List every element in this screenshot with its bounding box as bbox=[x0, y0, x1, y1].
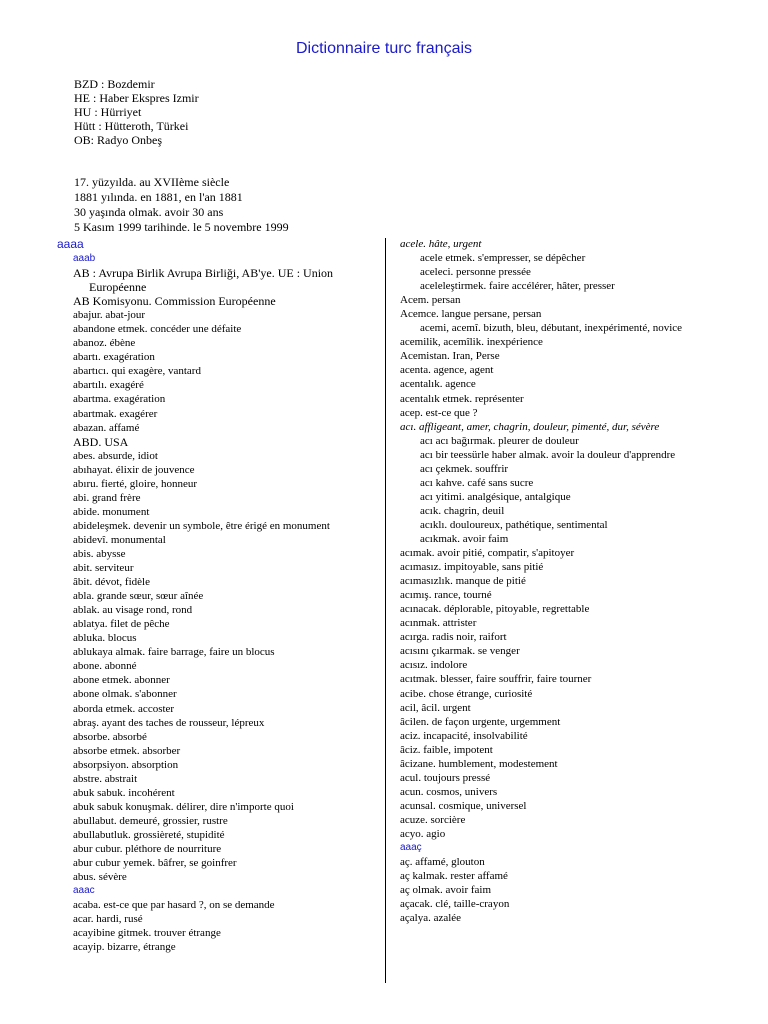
entry: ablukaya almak. faire barrage, faire un blocus bbox=[73, 646, 275, 659]
right-column bbox=[400, 237, 700, 925]
entry: ABD. USA bbox=[73, 434, 129, 449]
entry: absorbe etmek. absorber bbox=[73, 744, 181, 757]
entry: abajur. abat-jour bbox=[73, 309, 146, 322]
entry: acımış. rance, tourné bbox=[400, 589, 492, 602]
entry: abartılı. exagéré bbox=[73, 379, 144, 392]
entry: acınmak. attrister bbox=[400, 617, 477, 630]
entry: abes. absurde, idiot bbox=[73, 449, 158, 462]
entry: ablak. au visage rond, rond bbox=[73, 604, 193, 617]
entry: abstre. abstrait bbox=[73, 772, 138, 785]
entry: âcilen. de façon urgente, urgemment bbox=[400, 715, 561, 728]
date-example: 1881 yılında. en 1881, en l'an 1881 bbox=[74, 190, 243, 204]
entry: acunsal. cosmique, universel bbox=[400, 799, 527, 812]
abbreviation-item: BZD : Bozdemir bbox=[74, 77, 155, 91]
entry: abur cubur. pléthore de nourriture bbox=[73, 842, 222, 855]
entry: AB : Avrupa Birlik Avrupa Birliği, AB'ye. UE : Union Européenne bbox=[73, 266, 334, 295]
entry: acısız. indolore bbox=[400, 659, 468, 672]
entry: abuk sabuk konuşmak. délirer, dire n'importe quoi bbox=[73, 800, 294, 813]
entry: abanoz. ébène bbox=[73, 337, 136, 350]
entry: acuze. sorcière bbox=[400, 813, 466, 826]
entry: aç kalmak. rester affamé bbox=[400, 870, 508, 883]
entry: abla. grande sœur, sœur aînée bbox=[73, 590, 204, 603]
abbreviation-item: HE : Haber Ekspres Izmir bbox=[74, 91, 199, 105]
entry: acıklı. douloureux, pathétique, sentimental bbox=[420, 518, 608, 531]
entry: Acem. persan bbox=[400, 294, 461, 307]
entry: acibe. chose étrange, curiosité bbox=[400, 687, 533, 700]
entry: acınacak. déplorable, pitoyable, regrettable bbox=[400, 603, 590, 616]
entry: abartı. exagération bbox=[73, 351, 155, 364]
entry: acul. toujours pressé bbox=[400, 771, 491, 784]
entry: acyo. agio bbox=[400, 827, 446, 840]
entry: abluka. blocus bbox=[73, 632, 137, 645]
entry: âcizane. humblement, modestement bbox=[400, 757, 558, 770]
date-example: 30 yaşında olmak. avoir 30 ans bbox=[74, 205, 224, 219]
entry: acenta. agence, agent bbox=[400, 364, 494, 377]
column-divider bbox=[385, 238, 386, 983]
entry: abraş. ayant des taches de rousseur, lépreux bbox=[73, 716, 265, 729]
entry: abuk sabuk. incohérent bbox=[73, 786, 175, 799]
entry: abone. abonné bbox=[73, 660, 137, 673]
entry: acentalık etmek. représenter bbox=[400, 392, 524, 405]
entry: ablatya. filet de pêche bbox=[73, 618, 170, 631]
abbreviation-item: HU : Hürriyet bbox=[74, 105, 142, 119]
entry: abazan. affamé bbox=[73, 421, 140, 434]
entry: acı. affligeant, amer, chagrin, douleur, pimenté, dur, sévère bbox=[400, 420, 660, 433]
entry: abis. abysse bbox=[73, 547, 126, 560]
entry: aborda etmek. accoster bbox=[73, 702, 175, 715]
entry: abideleşmek. devenir un symbole, être érigé en monument bbox=[73, 519, 330, 532]
entry: acentalık. agence bbox=[400, 378, 476, 391]
entry: abartmak. exagérer bbox=[73, 407, 158, 420]
entry: acı bir teessürle haber almak. avoir la douleur d'apprendre bbox=[420, 448, 676, 461]
entry: abıhayat. élixir de jouvence bbox=[73, 463, 195, 476]
entry: abartıcı. qui exagère, vantard bbox=[73, 365, 201, 378]
entry: abıru. fierté, gloire, honneur bbox=[73, 477, 198, 490]
entry: aciz. incapacité, insolvabilité bbox=[400, 729, 528, 742]
entry: abidevî. monumental bbox=[73, 533, 166, 546]
abbreviation-list bbox=[74, 77, 199, 147]
entry: Acemce. langue persane, persan bbox=[400, 308, 542, 321]
entry: absorbe. absorbé bbox=[73, 730, 147, 743]
entry: acemilik, acemîlik. inexpérience bbox=[400, 336, 543, 349]
entry: abone etmek. abonner bbox=[73, 674, 170, 687]
entry: acık. chagrin, deuil bbox=[420, 504, 505, 517]
section-heading: aaaa bbox=[57, 237, 84, 251]
entry: âciz. faible, impotent bbox=[400, 743, 493, 756]
entry: acı acı bağırmak. pleurer de douleur bbox=[420, 434, 579, 447]
entry: acun. cosmos, univers bbox=[400, 785, 498, 798]
entry: acaba. est-ce que par hasard ?, on se demande bbox=[73, 899, 275, 912]
entry: acele etmek. s'empresser, se dépêcher bbox=[420, 252, 586, 265]
date-example: 17. yüzyılda. au XVIIème siècle bbox=[74, 175, 230, 189]
entry: acar. hardi, rusé bbox=[73, 913, 143, 926]
entry: aceleleştirmek. faire accélérer, hâter, presser bbox=[420, 280, 615, 293]
entry: AB Komisyonu. Commission Européenne bbox=[73, 294, 276, 309]
entry: acımasız. impitoyable, sans pitié bbox=[400, 561, 544, 574]
entry: acımak. avoir pitié, compatir, s'apitoyer bbox=[400, 547, 575, 560]
entry: acıkmak. avoir faim bbox=[420, 532, 509, 545]
entry: Acemistan. Iran, Perse bbox=[400, 350, 500, 363]
entry: abullabutluk. grossièreté, stupidité bbox=[73, 828, 225, 841]
abbreviation-item: Hütt : Hütteroth, Türkei bbox=[74, 119, 189, 133]
entry: abit. serviteur bbox=[73, 562, 134, 575]
entry: acele. hâte, urgent bbox=[400, 238, 482, 250]
entry: acep. est-ce que ? bbox=[400, 406, 478, 419]
entry: abi. grand frère bbox=[73, 491, 141, 504]
entry: acı çekmek. souffrir bbox=[420, 462, 509, 475]
date-example: 5 Kasım 1999 tarihinde. le 5 novembre 1999 bbox=[74, 220, 289, 234]
entry: abone olmak. s'abonner bbox=[73, 688, 177, 701]
entry: acayibine gitmek. trouver étrange bbox=[73, 927, 221, 940]
subsection-heading: aaac bbox=[73, 885, 95, 897]
entry: acırga. radis noir, raifort bbox=[400, 631, 507, 644]
entry: abartma. exagération bbox=[73, 393, 166, 406]
entry: açalya. azalée bbox=[400, 912, 462, 925]
entry: aç olmak. avoir faim bbox=[400, 884, 492, 897]
entry: acımasızlık. manque de pitié bbox=[400, 575, 526, 588]
entry: aç. affamé, glouton bbox=[400, 856, 485, 869]
entry: abide. monument bbox=[73, 505, 150, 518]
page-title: Dictionnaire turc français bbox=[295, 40, 473, 57]
entry: acı yitimi. analgésique, antalgique bbox=[420, 490, 571, 503]
entry: acı kahve. café sans sucre bbox=[420, 476, 534, 489]
entry: acayip. bizarre, étrange bbox=[73, 941, 176, 954]
entry: acısını çıkarmak. se venger bbox=[400, 645, 520, 658]
entry: absorpsiyon. absorption bbox=[73, 758, 179, 771]
abbreviation-item: OB: Radyo Onbeş bbox=[74, 133, 162, 147]
entry: abullabut. demeuré, grossier, rustre bbox=[73, 814, 228, 827]
entry: acil, âcil. urgent bbox=[400, 701, 471, 714]
entry: abandone etmek. concéder une défaite bbox=[73, 323, 242, 336]
entry: acıtmak. blesser, faire souffrir, faire tourner bbox=[400, 673, 592, 686]
entry: acemi, acemî. bizuth, bleu, débutant, inexpérimenté, novice bbox=[420, 322, 683, 335]
entry: açacak. clé, taille-crayon bbox=[400, 898, 510, 911]
subsection-heading: aaaç bbox=[400, 842, 422, 854]
entry: âbit. dévot, fidèle bbox=[73, 576, 150, 589]
entry: abus. sévère bbox=[73, 871, 127, 884]
date-examples bbox=[74, 175, 289, 235]
left-column bbox=[57, 237, 375, 954]
entry: abur cubur yemek. bâfrer, se goinfrer bbox=[73, 857, 237, 870]
entry: aceleci. personne pressée bbox=[420, 266, 531, 279]
subsection-heading: aaab bbox=[73, 253, 96, 264]
